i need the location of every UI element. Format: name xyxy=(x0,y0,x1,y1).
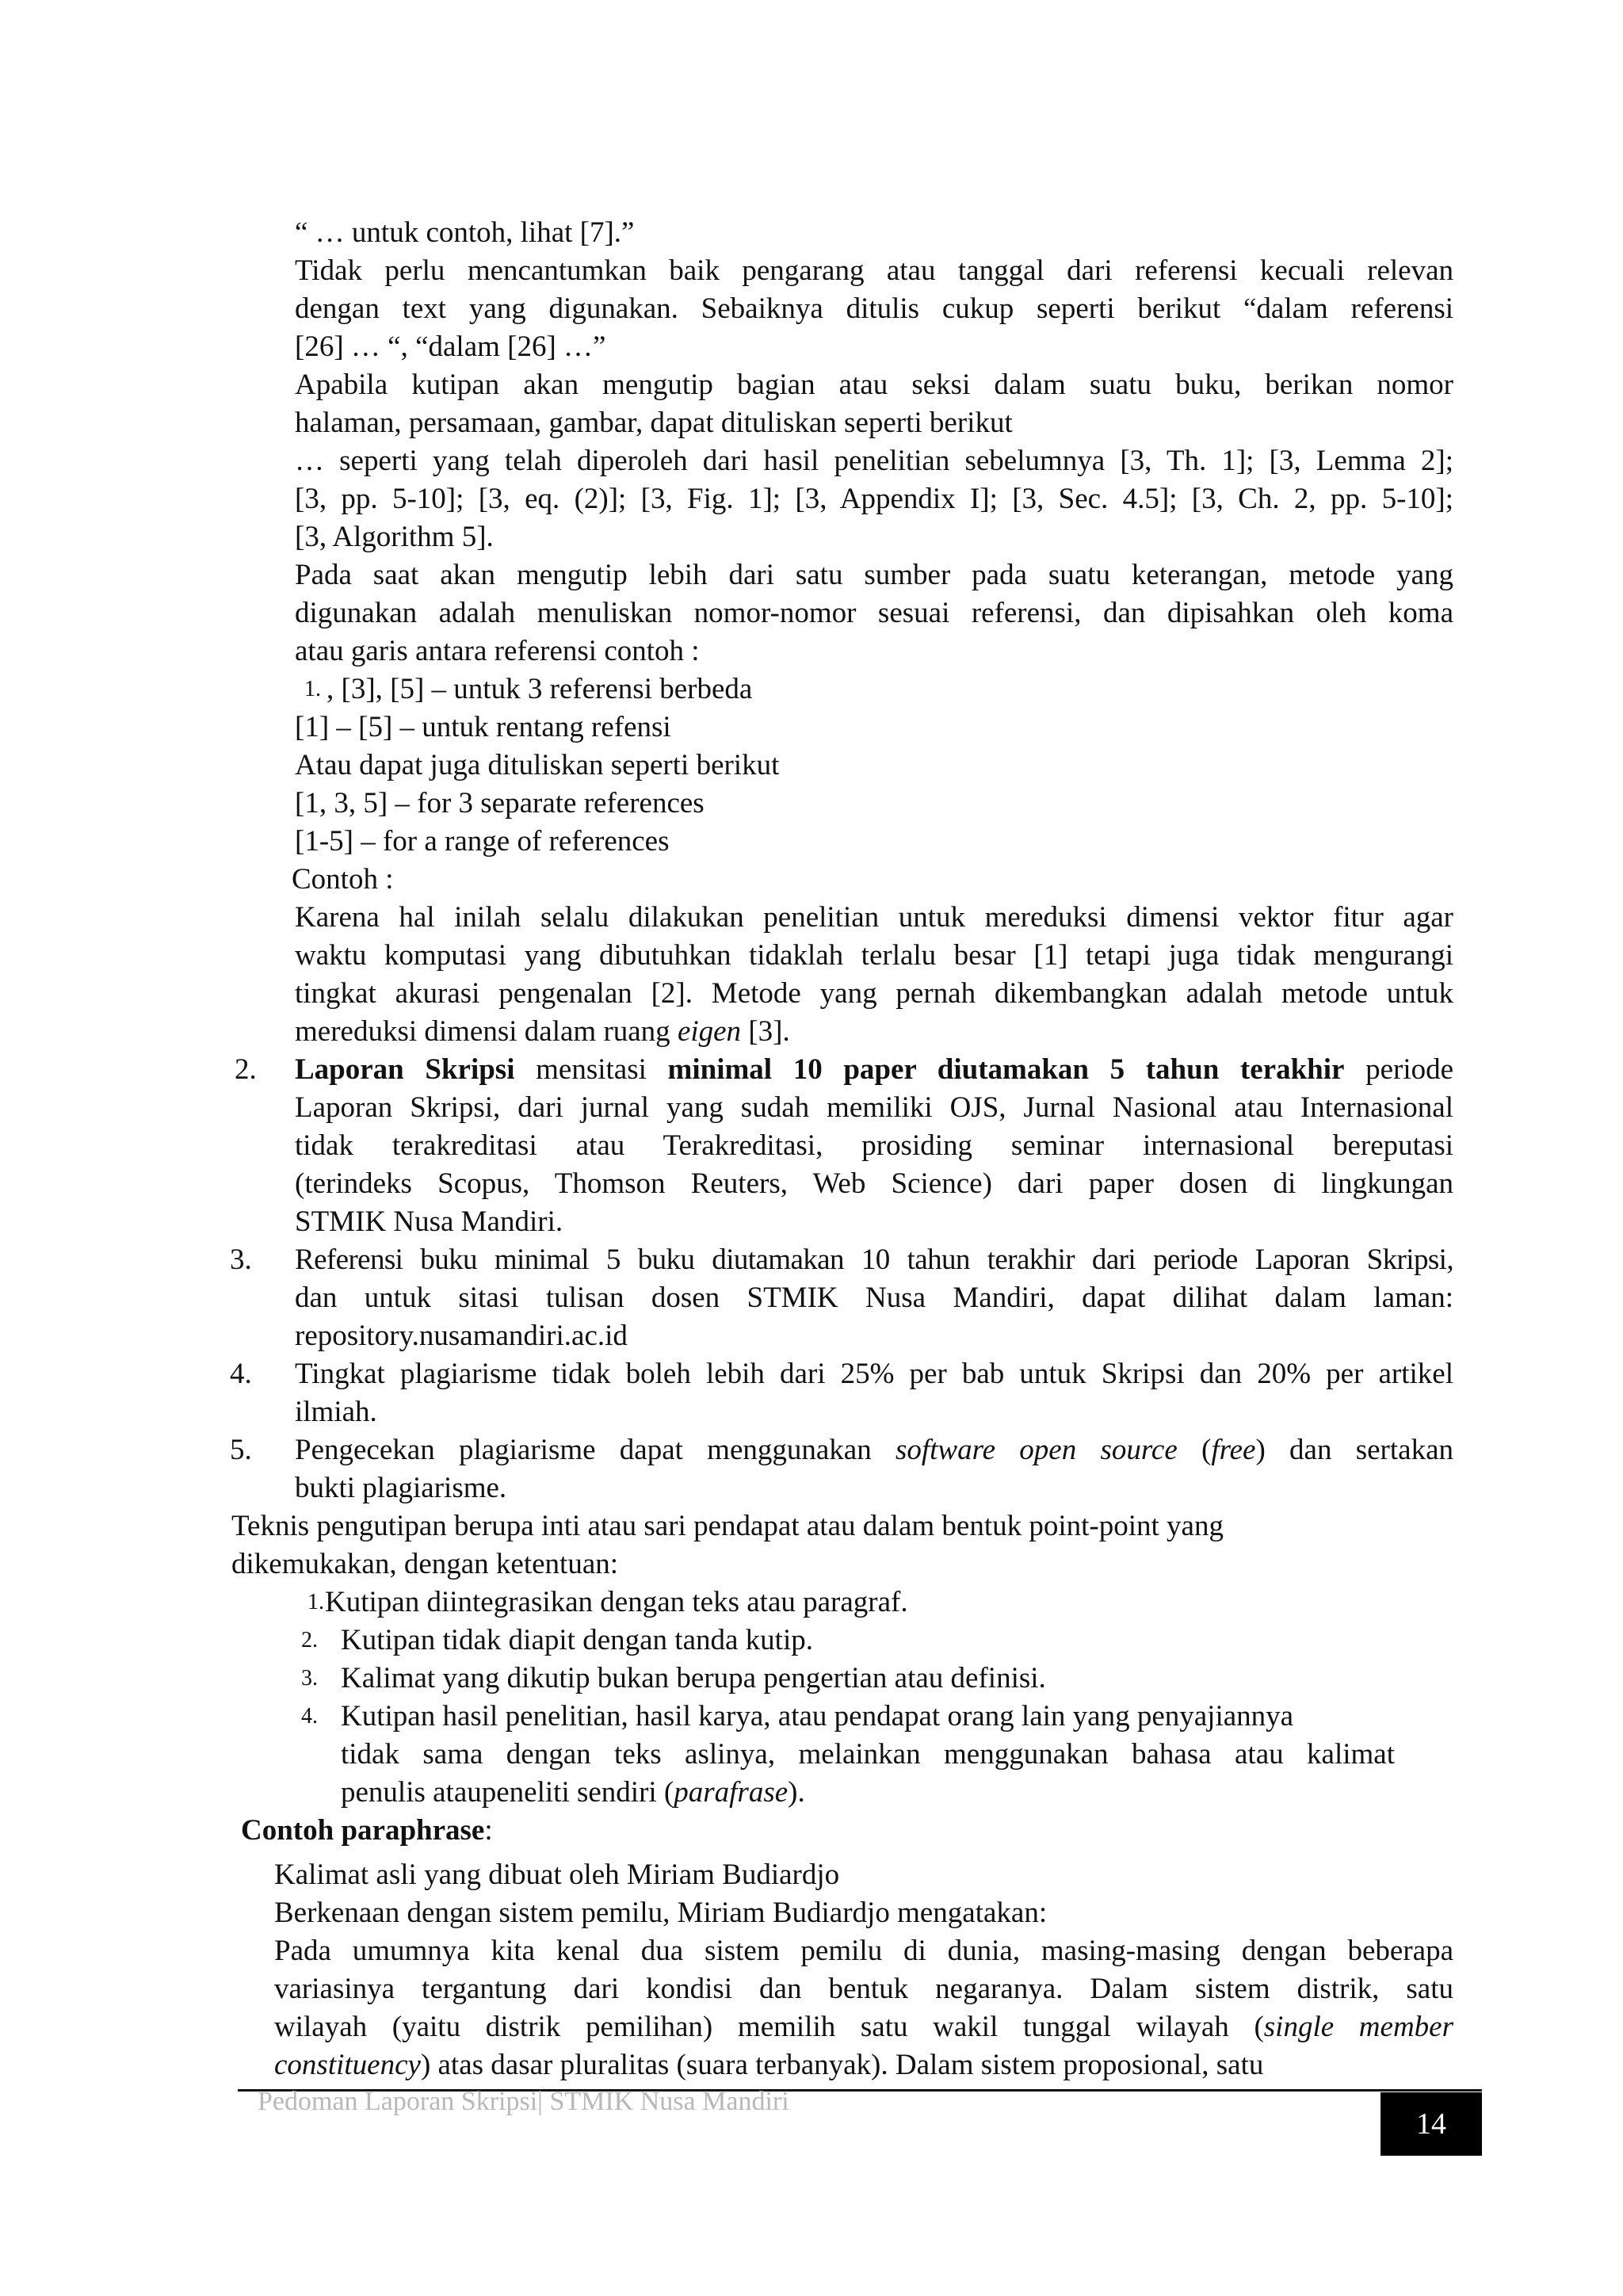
list-number: 1. xyxy=(307,1590,324,1614)
text-line: dengan text yang digunakan. Sebaiknya ditulis cukup seperti berikut “dalam referensi xyxy=(295,292,1453,325)
text-line: [3, Algorithm 5]. xyxy=(295,521,494,553)
text-line: dikemukakan, dengan ketentuan: xyxy=(231,1548,619,1580)
list-number: 3. xyxy=(230,1244,252,1276)
list-number: 3. xyxy=(301,1666,318,1690)
text-line: Pada umumnya kita kenal dua sistem pemilu di dunia, masing-masing dengan beberapa xyxy=(274,1935,1453,1967)
text-line: halaman, persamaan, gambar, dapat dituliskan seperti berikut xyxy=(295,407,1013,439)
text-line: Laporan Skripsi, dari jurnal yang sudah memiliki OJS, Jurnal Nasional atau Internasional xyxy=(295,1091,1453,1124)
list-item: Kutipan hasil penelitian, hasil karya, atau pendapat orang lain yang penyajiannya xyxy=(341,1700,1294,1733)
text-line: Referensi buku minimal 5 buku diutamakan 10 tahun terakhir dari periode Laporan Skripsi, xyxy=(295,1244,1453,1276)
list-number: 5. xyxy=(230,1434,252,1466)
text-line: bukti plagiarisme. xyxy=(295,1472,507,1504)
text-line: Tidak perlu mencantumkan baik pengarang atau tanggal dari referensi kecuali relevan xyxy=(295,254,1453,287)
text-line: Atau dapat juga dituliskan seperti berikut xyxy=(295,749,780,781)
text-line: ilmiah. xyxy=(295,1396,377,1428)
list-number: 2. xyxy=(301,1628,318,1652)
text-line: waktu komputasi yang dibutuhkan tidaklah terlalu besar [1] tetapi juga tidak mengurangi xyxy=(295,939,1453,972)
text-line: atau garis antara referensi contoh : xyxy=(295,635,700,667)
text-line: dan untuk sitasi tulisan dosen STMIK Nusa Mandiri, dapat dilihat dalam laman: xyxy=(295,1282,1453,1314)
text-line: repository.nusamandiri.ac.id xyxy=(295,1320,628,1352)
section-heading: Contoh paraphrase: xyxy=(241,1814,493,1847)
text-line: … seperti yang telah diperoleh dari hasil penelitian sebelumnya [3, Th. 1]; [3, Lemma 2]; xyxy=(295,445,1453,477)
text-line: digunakan adalah menuliskan nomor-nomor sesuai referensi, dan dipisahkan oleh koma xyxy=(295,597,1453,629)
text-line: constituency) atas dasar pluralitas (suara terbanyak). Dalam sistem proposional, satu xyxy=(274,2049,1264,2081)
text-line: [26] … “, “dalam [26] …” xyxy=(295,330,606,363)
text-line: Berkenaan dengan sistem pemilu, Miriam Budiardjo mengatakan: xyxy=(274,1897,1048,1929)
text-line: tingkat akurasi pengenalan [2]. Metode yang pernah dikembangkan adalah metode untuk xyxy=(295,977,1453,1010)
list-number: 4. xyxy=(230,1358,252,1390)
page-number: 14 xyxy=(1381,2092,1482,2156)
text-line: Pengecekan plagiarisme dapat menggunakan software open source (free) dan sertakan xyxy=(295,1434,1453,1466)
text-line: [1, 3, 5] – for 3 separate references xyxy=(295,787,705,819)
list-item: Kutipan diintegrasikan dengan teks atau paragraf. xyxy=(325,1586,908,1618)
text-line: “ … untuk contoh, lihat [7].” xyxy=(295,216,635,249)
list-item: Kutipan tidak diapit dengan tanda kutip. xyxy=(341,1624,813,1656)
text-line: Apabila kutipan akan mengutip bagian atau seksi dalam suatu buku, berikan nomor xyxy=(295,369,1453,401)
text-line: variasinya tergantung dari kondisi dan bentuk negaranya. Dalam sistem distrik, satu xyxy=(274,1973,1453,2005)
text-line: Tingkat plagiarisme tidak boleh lebih dari 25% per bab untuk Skripsi dan 20% per artikel xyxy=(295,1358,1453,1390)
list-number: 1. xyxy=(304,677,321,701)
text-line: (terindeks Scopus, Thomson Reuters, Web Science) dari paper dosen di lingkungan xyxy=(295,1167,1453,1200)
text-line: tidak sama dengan teks aslinya, melainkan menggunakan bahasa atau kalimat xyxy=(341,1738,1395,1771)
text-line: Laporan Skripsi mensitasi minimal 10 paper diutamakan 5 tahun terakhir periode xyxy=(295,1053,1454,1086)
text-line: [3, pp. 5-10]; [3, eq. (2)]; [3, Fig. 1]; [3, Appendix I]; [3, Sec. 4.5]; [3, Ch. 2, pp. 5-10]; xyxy=(295,483,1453,515)
text-line: penulis ataupeneliti sendiri (parafrase). xyxy=(341,1776,805,1809)
list-number: 4. xyxy=(301,1704,318,1729)
text-line: Kalimat asli yang dibuat oleh Miriam Budiardjo xyxy=(274,1859,840,1891)
text-line: wilayah (yaitu distrik pemilihan) memilih satu wakil tunggal wilayah (single member xyxy=(274,2011,1453,2043)
list-item: Kalimat yang dikutip bukan berupa pengertian atau definisi. xyxy=(341,1662,1046,1694)
text-line: Pada saat akan mengutip lebih dari satu sumber pada suatu keterangan, metode yang xyxy=(295,559,1453,591)
text-line: Karena hal inilah selalu dilakukan penelitian untuk mereduksi dimensi vektor fitur agar xyxy=(295,901,1453,934)
text-line: mereduksi dimensi dalam ruang eigen [3]. xyxy=(295,1015,790,1048)
text-line: Contoh : xyxy=(292,863,394,896)
text-line: Teknis pengutipan berupa inti atau sari pendapat atau dalam bentuk point-point yang xyxy=(231,1510,1224,1542)
text-line: [1] – [5] – untuk rentang refensi xyxy=(295,711,671,743)
text-line: , [3], [5] – untuk 3 referensi berbeda xyxy=(327,673,753,705)
list-number: 2. xyxy=(235,1053,257,1086)
footer-title: Pedoman Laporan Skripsi| STMIK Nusa Mandiri xyxy=(258,2087,789,2116)
text-line: [1-5] – for a range of references xyxy=(295,825,670,858)
text-line: STMIK Nusa Mandiri. xyxy=(295,1205,563,1238)
text-line: tidak terakreditasi atau Terakreditasi, prosiding seminar internasional bereputasi xyxy=(295,1129,1453,1162)
